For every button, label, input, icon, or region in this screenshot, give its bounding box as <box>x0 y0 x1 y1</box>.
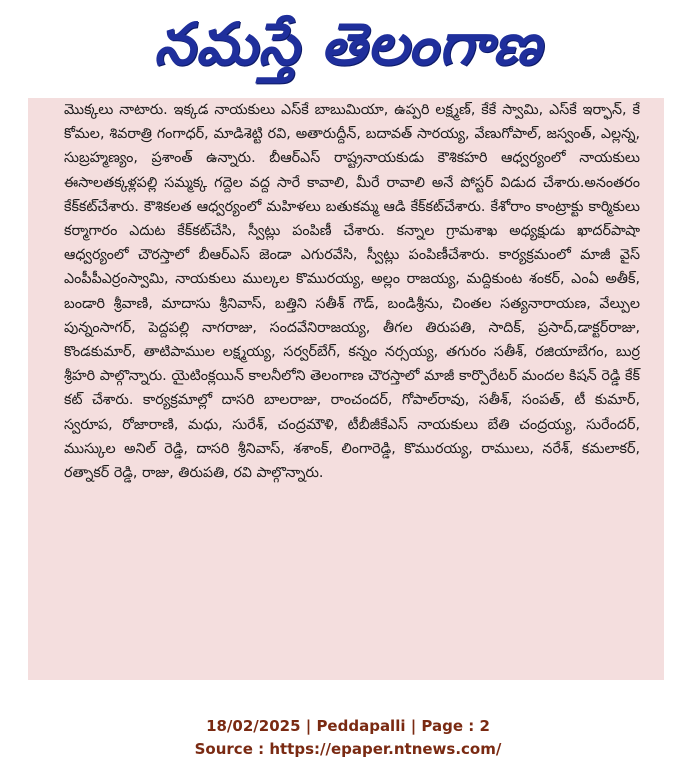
page-footer <box>0 715 696 761</box>
edition-info: 18/02/2025 | Peddapalli | Page : 2 <box>206 717 490 735</box>
article-body <box>64 98 640 485</box>
article-paragraph: మొక్కలు నాటారు. ఇక్కడ నాయకులు ఎస్‌కే బాబుమియా, ఉప్పరి లక్ష్మణ్, కేకే స్వామి, ఎస్‌కే ఇర్ఫాన్, కే కోమల, శివరాత్రి గంగాధర్, మాడిశెట్టి రవి, అతారుద్దీన్, బదావత్ సారయ్య, వేణుగోపాల్, జస్వంత్, ఎల్లన్న, సుబ్రహ్మణ్యం, ప్రశాంత్ ఉన్నారు. బీఆర్‌ఎస్ రాష్ట్రనాయకుడు కౌశికహరి ఆధ్వర్యంలో నాయకులు ఈసాలతక్కళ్లపల్లి సమ్మక్క గద్దెల వద్ద సారే కావాలి, మీరే రావాలి అనే పోస్టర్ విడుద చేశారు.అనంతరం కేక్‌కట్‌చేశారు. కౌశికలత ఆధ్వర్యంలో మహిళలు బతుకమ్మ ఆడి కేక్‌కట్‌చేశారు. కేశోరాం కాంట్రాక్టు కార్మికులు కర్మాగారం ఎదుట కేక్‌కట్‌చేసి, స్వీట్లు పంపిణీ చేశారు. కన్నాల గ్రామశాఖ అధ్యక్షుడు ఖాదర్‌పాషా ఆధ్వర్యంలో చౌరస్తాలో బీఆర్‌ఎస్ జెండా ఎగురవేసి, స్వీట్లు పంపిణీచేశారు. కార్యక్రమంలో మాజీ వైస్ ఎంపీపీఎర్రంస్వామి, నాయకులు ముల్కల కొమురయ్య, అల్లం రాజయ్య, మద్దికుంట శంకర్, ఎంఏ అతీక్, బండారి శ్రీవాణి, మాదాసు శ్రీనివాస్, బత్తిని సతీశ్ గౌడ్, బండిశ్రీను, చింతల సత్యనారాయణ, వేల్పుల పున్నంసాగర్, పెద్దపల్లి నాగరాజు, సందవేనిరాజయ్య, తీగల తిరుపతి, సాదిక్, ప్రసాద్,డాక్టర్‌రాజు, కొండకుమార్, తాటిపాముల లక్ష్మయ్య, సర్వర్‌బేగ్, కన్నం నర్సయ్య, తగురం సతీశ్, రజియాబేగం, బుర్ర శ్రీహరి పాల్గొన్నారు. యైటింక్లయిన్ కాలనీలోని తెలంగాణ చౌరస్తాలో మాజీ కార్పొరేటర్ మందల కిషన్ రెడ్డి కేక్ కట్ చేశారు. కార్యక్రమాల్లో దాసరి బాలరాజు, రాంచందర్, గోపాల్‌రావు, సతీశ్, సంపత్, టీ కుమార్, స్వరూప, రోజారాణి, మధు, సురేశ్, చంద్రమౌళి, టీబీజీకేఎస్ నాయకులు బేతి చంద్రయ్య, సురేందర్, ముస్కుల అనిల్ రెడ్డి, దాసరి శ్రీనివాస్, శశాంక్, లింగారెడ్డి, కొమురయ్య, రాములు, నరేశ్, కమలాకర్, రత్నాకర్ రెడ్డి, రాజు, తిరుపతి, రవి పాల్గొన్నారు. <box>64 102 640 482</box>
masthead <box>0 0 696 88</box>
newspaper-logo-title: నమస్తే తెలంగాణ <box>154 10 542 78</box>
source-link: Source : https://epaper.ntnews.com/ <box>194 740 502 758</box>
